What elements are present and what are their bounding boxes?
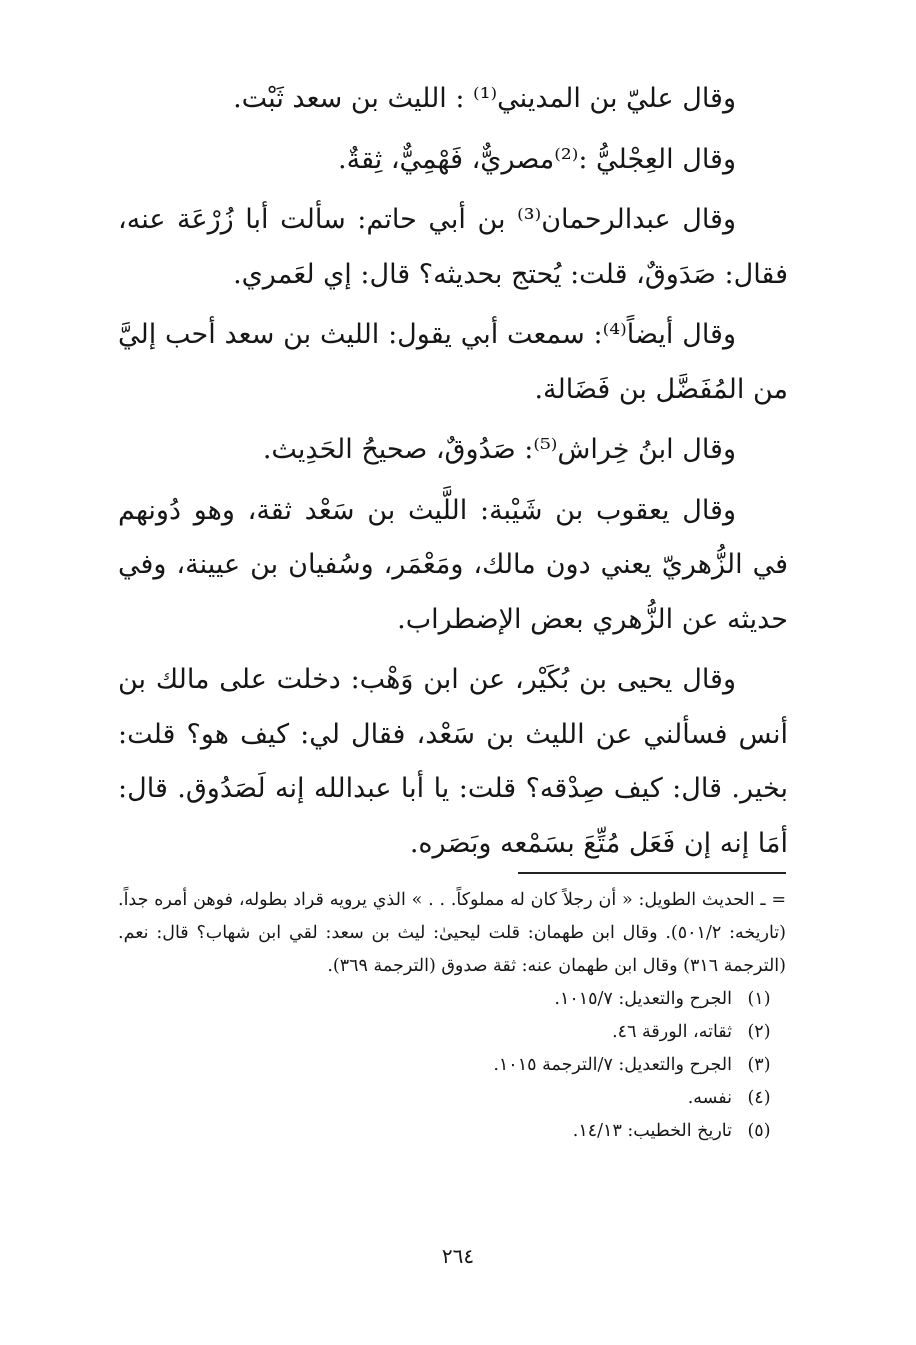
footnotes [118, 884, 786, 1148]
paragraph: وقال العِجْليُّ :⁽²⁾مصريٌّ، فَهْمِيٌّ، ثِقةٌ. [338, 143, 736, 175]
footnote-number: (٤) [747, 1088, 771, 1108]
main-text [118, 72, 788, 877]
footnote-text: الجرح والتعديل: ٧/الترجمة ١٠١٥. [493, 1055, 732, 1075]
footnote-text: ثقاته، الورقة ٤٦. [612, 1022, 732, 1042]
footnote-text: تاريخ الخطيب: ١٤/١٣. [572, 1121, 732, 1141]
footnote-number: (٣) [747, 1055, 771, 1075]
paragraph: وقال أيضاً⁽⁴⁾: سمعت أبي يقول: الليث بن سعد أحب إليَّ من المُفَضَّل بن فَضَالة. [118, 319, 788, 405]
footnote-text: الجرح والتعديل: ١٠١٥/٧. [554, 989, 732, 1009]
footnote-item [118, 1049, 786, 1082]
footnote-item [118, 983, 786, 1016]
footnote-item [118, 1115, 786, 1148]
paragraph: وقال ابنُ خِراش⁽⁵⁾: صَدُوقٌ، صحيحُ الحَدِيث. [262, 434, 736, 465]
footnote-continuation: = ـ الحديث الطويل: « أن رجلاً كان له مملوكاً. . . » الذي يرويه قراد بطوله، فوهن أمره جداً. (تاريخه: ٥٠١/٢). وقال ابن طهمان: قلت ليحيىٰ: ليث بن سعد: لقي ابن شهاب؟ قال: نعم. (الترجمة ٣١٦) وقال ابن طهمان عنه: ثقة صدوق (الترجمة ٣٦٩). [118, 890, 786, 976]
paragraph: وقال يحيى بن بُكَيْر، عن ابن وَهْب: دخلت على مالك بن أنس فسألني عن الليث بن سَعْد، فقال لي: كيف هو؟ قلت: بخير. قال: كيف صِدْقه؟ قلت: يا أبا عبدالله إنه لَصَدُوق. قال: أمَا إنه إن فَعَل مُتِّعَ بسَمْعه وبَصَره. [118, 664, 788, 859]
footnote-item [118, 1016, 786, 1049]
paragraph: وقال عليّ بن المديني⁽¹⁾ : الليث بن سعد ثَبْت. [233, 83, 736, 114]
footnote-text: نفسه. [687, 1088, 732, 1108]
page-number: ٢٦٤ [441, 1244, 475, 1268]
footnote-separator [518, 872, 786, 874]
footnote-item [118, 1082, 786, 1115]
paragraph: وقال يعقوب بن شَيْبة: اللَّيث بن سَعْد ثقة، وهو دُونهم في الزُّهريّ يعني دون مالك، ومَعْمَر، وسُفيان بن عيينة، وفي حديثه عن الزُّهري بعض الإضطراب. [118, 494, 788, 635]
footnote-number: (٢) [747, 1022, 771, 1042]
footnote-number: (١) [747, 989, 771, 1009]
paragraph: وقال عبدالرحمان⁽³⁾ بن أبي حاتم: سألت أبا زُرْعَة عنه، فقال: صَدَوقٌ، قلت: يُحتج بحديثه؟ قال: إي لعَمري. [118, 204, 788, 290]
footnote-number: (٥) [747, 1121, 771, 1141]
